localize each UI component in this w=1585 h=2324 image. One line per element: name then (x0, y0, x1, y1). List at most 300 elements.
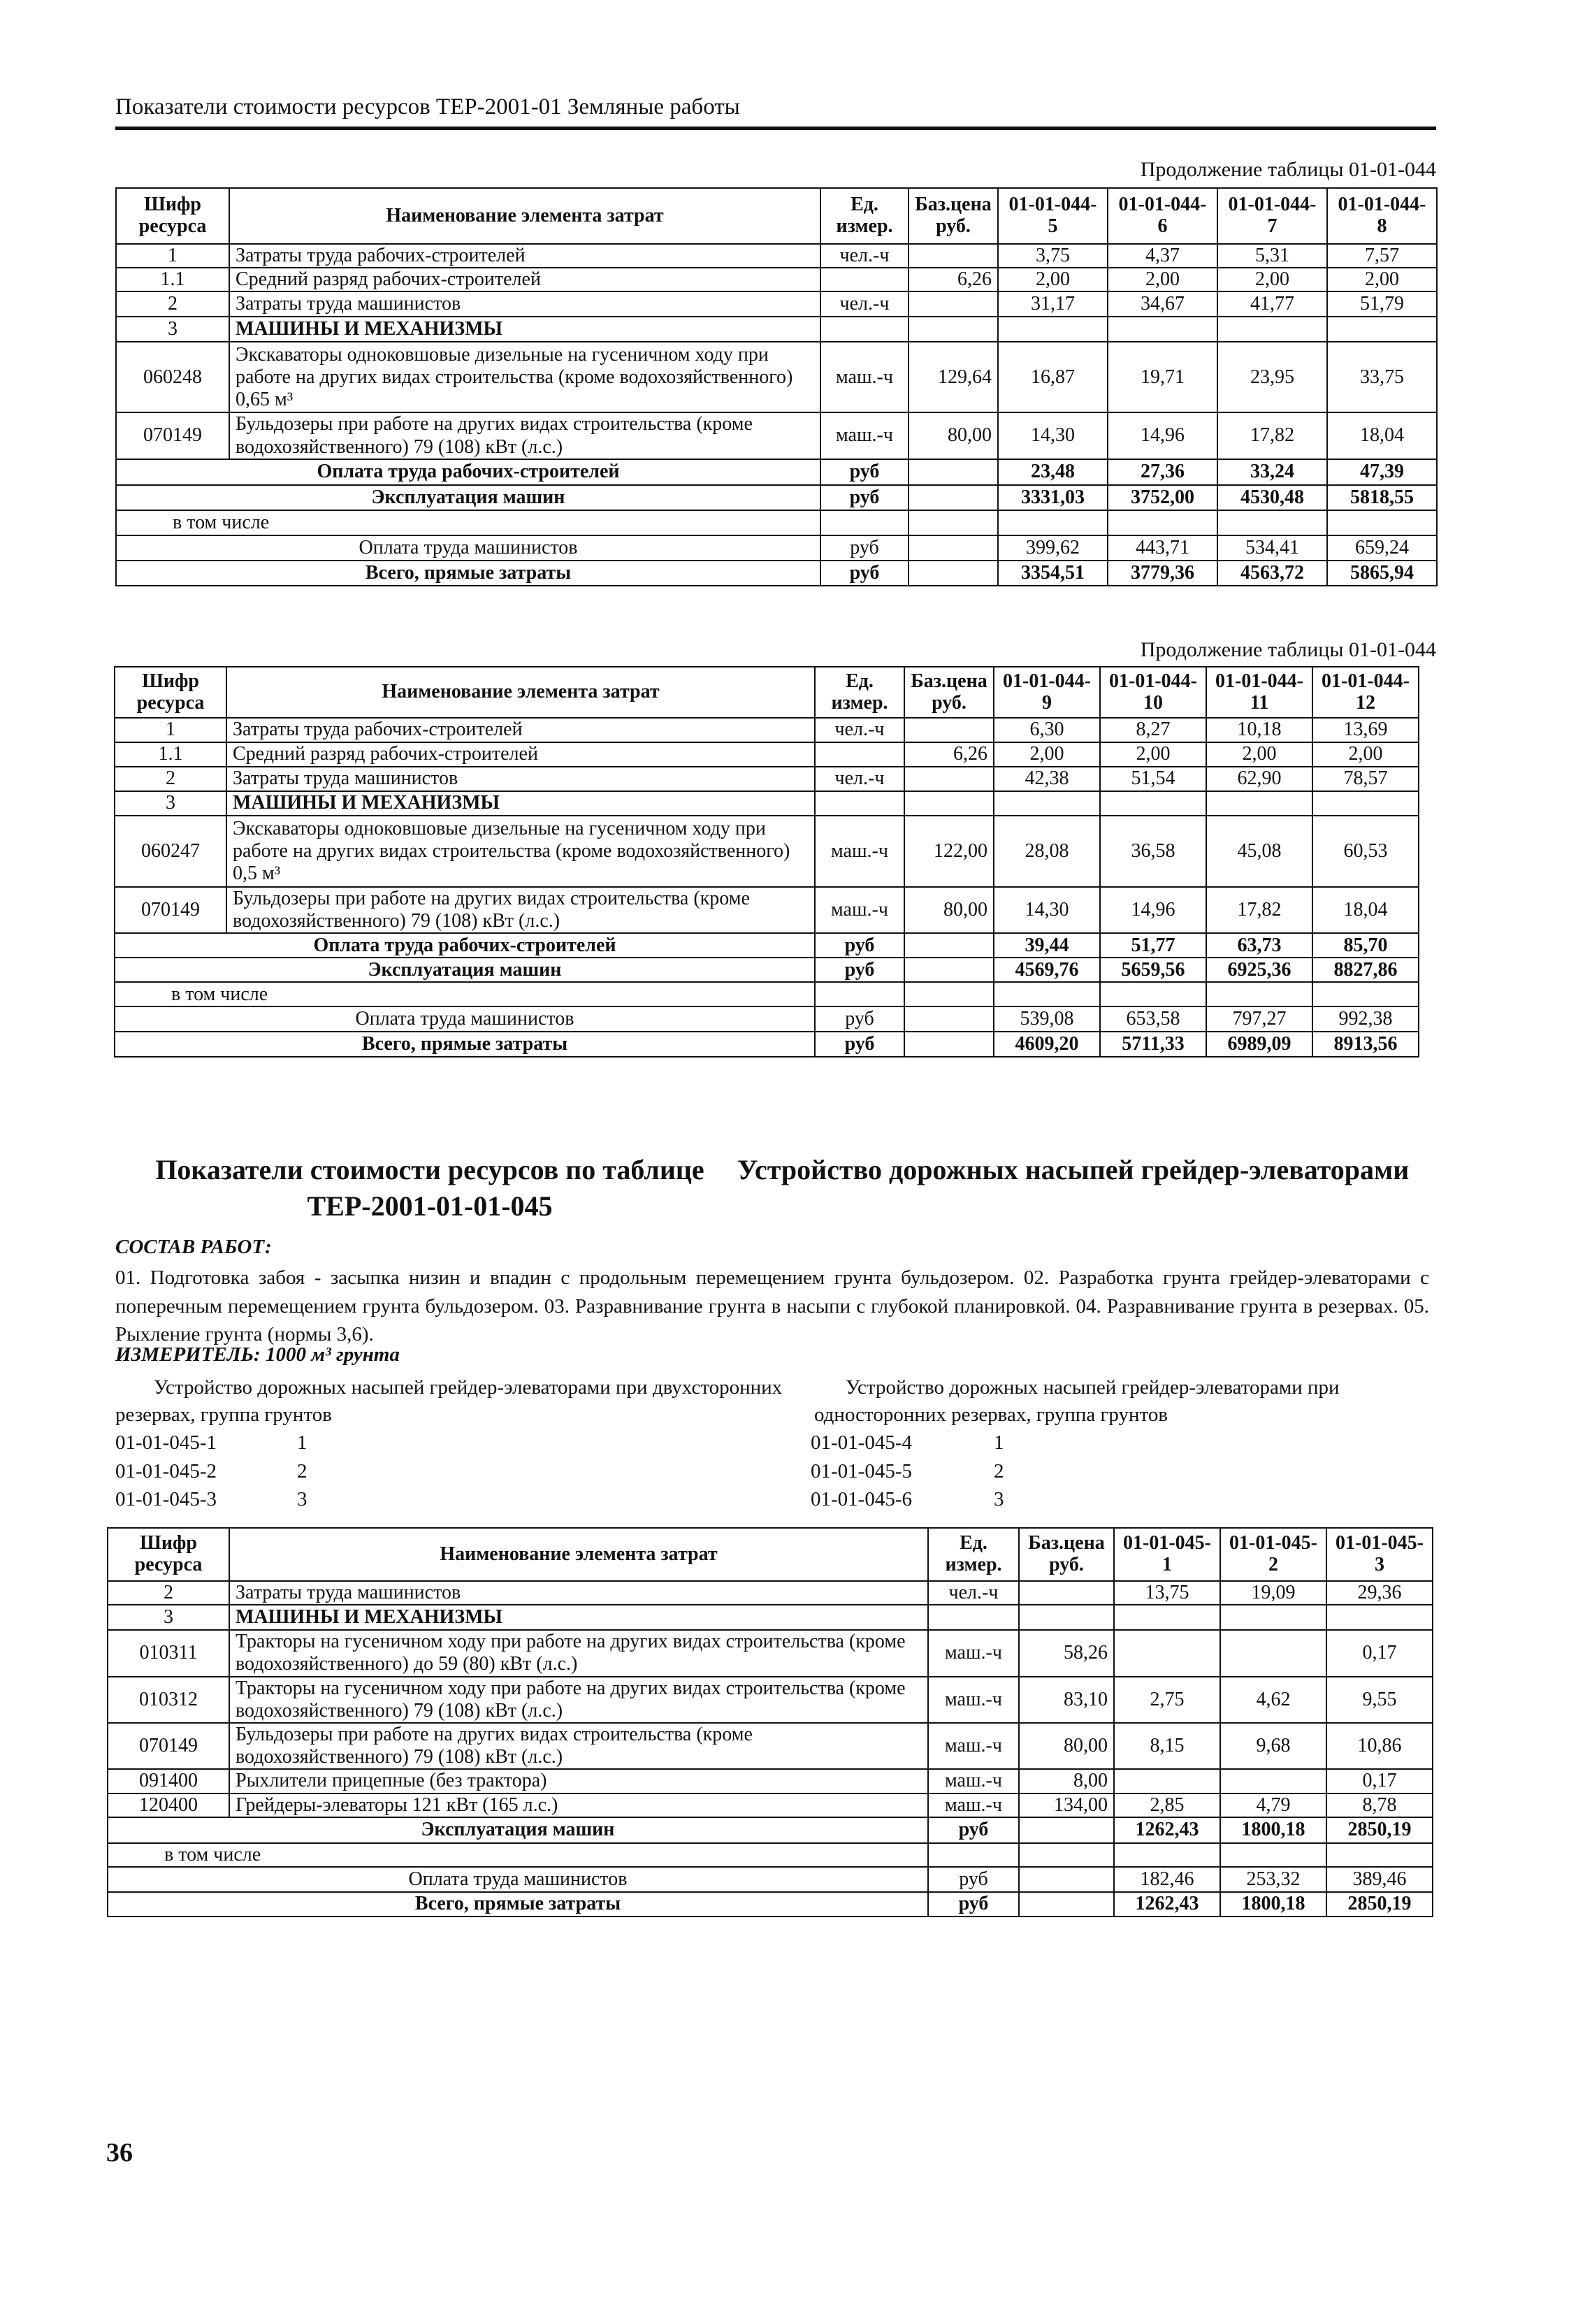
base-price-cell (904, 933, 994, 958)
table-row (108, 1630, 1433, 1676)
value-cell: 28,08 (994, 816, 1100, 887)
unit-cell: чел.-ч (815, 718, 904, 742)
cost-item-name: Затраты труда рабочих-строителей (229, 244, 820, 268)
table-row (116, 244, 1437, 268)
value-cell: 51,77 (1100, 933, 1206, 958)
base-price-cell (904, 791, 994, 816)
base-price-cell: 6,26 (909, 268, 998, 291)
right-code-item: 01-01-045-5 2 (811, 1459, 1004, 1482)
right-codes-list (811, 1429, 1004, 1514)
value-cell: 2,00 (998, 268, 1108, 291)
unit-cell: руб (928, 1867, 1019, 1892)
base-price-cell (1019, 1867, 1114, 1892)
value-cell: 47,39 (1327, 459, 1437, 485)
unit-cell: маш.-ч (928, 1630, 1019, 1676)
resource-code: 2 (116, 291, 229, 317)
value-cell: 33,24 (1217, 459, 1327, 485)
value-cell: 2,00 (1327, 268, 1437, 291)
value-cell (1114, 1630, 1220, 1676)
base-price-cell (909, 317, 998, 342)
cost-item-name: Затраты труда машинистов (229, 291, 820, 317)
value-cell: 8,27 (1100, 718, 1206, 742)
cost-item-name: Затраты труда машинистов (229, 1581, 928, 1605)
resource-code: 3 (108, 1605, 229, 1630)
table-row (108, 1605, 1433, 1630)
table-row (108, 1723, 1433, 1769)
column-header: Баз.цена руб. (904, 667, 994, 718)
unit-cell: чел.-ч (820, 291, 909, 317)
resource-code: 120400 (108, 1793, 229, 1817)
base-price-cell (1019, 1843, 1114, 1867)
base-price-cell: 80,00 (909, 412, 998, 459)
value-cell: 62,90 (1206, 767, 1312, 791)
value-cell: 2,00 (1206, 742, 1312, 767)
base-price-cell: 6,26 (904, 742, 994, 767)
base-price-cell: 122,00 (904, 816, 994, 887)
value-cell (1206, 982, 1312, 1006)
table-row (116, 317, 1437, 342)
table-row (115, 767, 1419, 791)
cost-item-name: Затраты труда рабочих-строителей (226, 718, 815, 742)
table-row (108, 1817, 1433, 1843)
cost-item-name: МАШИНЫ И МЕХАНИЗМЫ (229, 1605, 928, 1630)
value-cell (1220, 1630, 1326, 1676)
summary-label: Оплата труда машинистов (108, 1867, 928, 1892)
value-cell (1114, 1769, 1220, 1793)
works-text: 01. Подготовка забоя - засыпка низин и впадин с продольным перемещением грунта бульдозером. 02. Разработка грунта грейдер-элеваторами с поперечным перемещением грунта бульдозером. 03. Разравнивание грунта в насыпи с глубокой планировкой. 04. Разравнивание грунта в резервах. 05. Рыхление грунта (нормы 3,6). (115, 1266, 1429, 1346)
summary-label: Оплата труда машинистов (115, 1006, 815, 1032)
resource-code: 060247 (115, 816, 226, 887)
value-cell: 8913,56 (1312, 1032, 1419, 1057)
value-cell: 10,18 (1206, 718, 1312, 742)
value-cell: 539,08 (994, 1006, 1100, 1032)
table-row (116, 412, 1437, 459)
value-cell: 85,70 (1312, 933, 1419, 958)
value-cell: 33,75 (1327, 342, 1437, 412)
value-cell (1114, 1605, 1220, 1630)
value-cell: 17,82 (1217, 412, 1327, 459)
value-cell: 16,87 (998, 342, 1108, 412)
resource-code: 010312 (108, 1677, 229, 1723)
base-price-cell (1019, 1892, 1114, 1917)
base-price-cell (909, 485, 998, 510)
value-cell (1100, 982, 1206, 1006)
meter-label: ИЗМЕРИТЕЛЬ: 1000 м³ грунта (115, 1343, 400, 1366)
value-cell (994, 791, 1100, 816)
value-cell: 4,79 (1220, 1793, 1326, 1817)
base-price-cell: 134,00 (1019, 1793, 1114, 1817)
column-header: Шифр ресурса (108, 1528, 229, 1581)
value-cell: 41,77 (1217, 291, 1327, 317)
unit-cell: руб (815, 1006, 904, 1032)
unit-cell: чел.-ч (815, 767, 904, 791)
table-01-01-044-b (114, 666, 1419, 1058)
header-row (116, 188, 1437, 244)
value-cell: 36,58 (1100, 816, 1206, 887)
value-cell: 1800,18 (1220, 1817, 1326, 1843)
table-row (116, 268, 1437, 291)
value-cell (998, 510, 1108, 535)
summary-label: Оплата труда машинистов (116, 535, 820, 561)
value-cell: 2,85 (1114, 1793, 1220, 1817)
value-cell: 797,27 (1206, 1006, 1312, 1032)
value-cell: 4,62 (1220, 1677, 1326, 1723)
base-price-cell (909, 535, 998, 561)
base-price-cell (1019, 1605, 1114, 1630)
base-price-cell: 83,10 (1019, 1677, 1114, 1723)
base-price-cell (904, 982, 994, 1006)
cost-item-name: Бульдозеры при работе на других видах строительства (кроме водохозяйственного) 79 (108) кВт (л.с.) (226, 887, 815, 933)
unit-cell: маш.-ч (820, 342, 909, 412)
unit-cell: маш.-ч (928, 1769, 1019, 1793)
value-cell (1327, 317, 1437, 342)
resource-code: 1 (115, 718, 226, 742)
column-header: Баз.цена руб. (909, 188, 998, 244)
value-cell: 4563,72 (1217, 561, 1327, 586)
base-price-cell (904, 1032, 994, 1057)
table-row (115, 1006, 1419, 1032)
table-row (108, 1867, 1433, 1892)
resource-code: 1.1 (115, 742, 226, 767)
value-cell: 42,38 (994, 767, 1100, 791)
unit-cell (820, 268, 909, 291)
unit-cell: маш.-ч (928, 1677, 1019, 1723)
unit-cell (928, 1605, 1019, 1630)
column-header: Наименование элемента затрат (229, 188, 820, 244)
cost-item-name: Бульдозеры при работе на других видах строительства (кроме водохозяйственного) 79 (108) кВт (л.с.) (229, 412, 820, 459)
value-cell: 6,30 (994, 718, 1100, 742)
value-cell: 443,71 (1108, 535, 1217, 561)
value-cell: 51,54 (1100, 767, 1206, 791)
value-cell (1220, 1769, 1326, 1793)
unit-cell: маш.-ч (928, 1793, 1019, 1817)
section-title-left: Показатели стоимости ресурсов по таблице ТЕР-2001-01-01-045 (155, 1154, 704, 1222)
value-cell: 23,48 (998, 459, 1108, 485)
table-row (115, 933, 1419, 958)
value-cell: 3752,00 (1108, 485, 1217, 510)
column-header: 01-01-044-8 (1327, 188, 1437, 244)
value-cell: 2,75 (1114, 1677, 1220, 1723)
value-cell: 2,00 (1108, 268, 1217, 291)
table-row (116, 510, 1437, 535)
unit-cell: руб (815, 1032, 904, 1057)
right-caption (814, 1374, 1443, 1429)
resource-code: 010311 (108, 1630, 229, 1676)
section-title-right: Устройство дорожных насыпей грейдер-элеваторами (737, 1154, 1410, 1185)
column-header: 01-01-044-12 (1312, 667, 1419, 718)
right-caption-text: Устройство дорожных насыпей грейдер-элеваторами при односторонних резервах, группа грунтов (814, 1376, 1340, 1427)
value-cell (1326, 1843, 1433, 1867)
value-cell (1220, 1605, 1326, 1630)
base-price-cell (1019, 1581, 1114, 1605)
value-cell: 63,73 (1206, 933, 1312, 958)
resource-code: 091400 (108, 1769, 229, 1793)
value-cell: 34,67 (1108, 291, 1217, 317)
value-cell: 27,36 (1108, 459, 1217, 485)
value-cell: 6989,09 (1206, 1032, 1312, 1057)
resource-code: 2 (115, 767, 226, 791)
table-row (115, 1032, 1419, 1057)
unit-cell: руб (820, 459, 909, 485)
value-cell (1217, 317, 1327, 342)
running-header: Показатели стоимости ресурсов ТЕР-2001-01 Земляные работы (115, 94, 740, 120)
value-cell: 39,44 (994, 933, 1100, 958)
table-row (116, 459, 1437, 485)
value-cell: 182,46 (1114, 1867, 1220, 1892)
value-cell: 9,68 (1220, 1723, 1326, 1769)
value-cell: 1800,18 (1220, 1892, 1326, 1917)
unit-cell: руб (820, 535, 909, 561)
summary-label: Всего, прямые затраты (115, 1032, 815, 1057)
resource-code: 060248 (116, 342, 229, 412)
value-cell: 14,96 (1108, 412, 1217, 459)
table-row (108, 1677, 1433, 1723)
right-code-item: 01-01-045-4 1 (811, 1431, 1004, 1454)
base-price-cell (909, 291, 998, 317)
value-cell: 389,46 (1326, 1867, 1433, 1892)
summary-label: Оплата труда рабочих-строителей (116, 459, 820, 485)
value-cell: 17,82 (1206, 887, 1312, 933)
base-price-cell: 129,64 (909, 342, 998, 412)
left-caption-text: Устройство дорожных насыпей грейдер-элеваторами при двухсторонних резервах, группа грунтов (115, 1376, 783, 1427)
table-row (116, 291, 1437, 317)
table-row (108, 1843, 1433, 1867)
unit-cell (815, 791, 904, 816)
base-price-cell (909, 244, 998, 268)
column-header: 01-01-044-9 (994, 667, 1100, 718)
table-row (115, 718, 1419, 742)
value-cell: 2,00 (1217, 268, 1327, 291)
page-number: 36 (106, 2138, 133, 2167)
cost-item-name: Затраты труда машинистов (226, 767, 815, 791)
column-header: Шифр ресурса (116, 188, 229, 244)
value-cell: 7,57 (1327, 244, 1437, 268)
unit-cell (815, 982, 904, 1006)
base-price-cell (904, 767, 994, 791)
works-label: СОСТАВ РАБОТ: (115, 1236, 272, 1258)
resource-code: 1 (116, 244, 229, 268)
header-row (115, 667, 1419, 718)
cost-item-name: Экскаваторы одноковшовые дизельные на гусеничном ходу при работе на других видах строительства (кроме водохозяйственного) 0,5 м³ (226, 816, 815, 887)
value-cell (1100, 791, 1206, 816)
value-cell: 2,00 (1312, 742, 1419, 767)
cost-item-name: Тракторы на гусеничном ходу при работе на других видах строительства (кроме водохозяйственного) 79 (108) кВт (л.с.) (229, 1677, 928, 1723)
cost-item-name: Бульдозеры при работе на других видах строительства (кроме водохозяйственного) 79 (108) кВт (л.с.) (229, 1723, 928, 1769)
header-row (108, 1528, 1433, 1581)
value-cell: 45,08 (1206, 816, 1312, 887)
left-code-item: 01-01-045-1 1 (115, 1431, 307, 1454)
value-cell (994, 982, 1100, 1006)
resource-code: 3 (116, 317, 229, 342)
value-cell: 31,17 (998, 291, 1108, 317)
value-cell: 4530,48 (1217, 485, 1327, 510)
table-01-01-045 (107, 1527, 1433, 1917)
value-cell: 1262,43 (1114, 1892, 1220, 1917)
column-header: Ед. измер. (815, 667, 904, 718)
base-price-cell: 58,26 (1019, 1630, 1114, 1676)
value-cell: 2,00 (994, 742, 1100, 767)
table-row (116, 561, 1437, 586)
value-cell: 653,58 (1100, 1006, 1206, 1032)
value-cell: 3354,51 (998, 561, 1108, 586)
value-cell: 992,38 (1312, 1006, 1419, 1032)
value-cell: 5659,56 (1100, 958, 1206, 982)
base-price-cell: 80,00 (1019, 1723, 1114, 1769)
value-cell: 4609,20 (994, 1032, 1100, 1057)
value-cell: 13,75 (1114, 1581, 1220, 1605)
summary-label: Эксплуатация машин (116, 485, 820, 510)
value-cell: 0,17 (1326, 1769, 1433, 1793)
value-cell (1220, 1843, 1326, 1867)
value-cell (1217, 510, 1327, 535)
resource-code: 070149 (108, 1723, 229, 1769)
value-cell (1114, 1843, 1220, 1867)
unit-cell: руб (820, 485, 909, 510)
value-cell: 2,00 (1100, 742, 1206, 767)
unit-cell: маш.-ч (815, 887, 904, 933)
value-cell: 51,79 (1327, 291, 1437, 317)
base-price-cell (1019, 1817, 1114, 1843)
unit-cell (820, 510, 909, 535)
unit-cell: руб (820, 561, 909, 586)
column-header: Ед. измер. (820, 188, 909, 244)
value-cell: 8,78 (1326, 1793, 1433, 1817)
value-cell: 4569,76 (994, 958, 1100, 982)
value-cell: 18,04 (1312, 887, 1419, 933)
unit-cell: руб (815, 933, 904, 958)
table1-continuation: Продолжение таблицы 01-01-044 (1140, 158, 1436, 181)
column-header: 01-01-044-5 (998, 188, 1108, 244)
value-cell: 659,24 (1327, 535, 1437, 561)
table-row (116, 535, 1437, 561)
value-cell: 2850,19 (1326, 1817, 1433, 1843)
value-cell: 2850,19 (1326, 1892, 1433, 1917)
value-cell (1326, 1605, 1433, 1630)
table2-continuation: Продолжение таблицы 01-01-044 (1140, 638, 1436, 661)
column-header: Наименование элемента затрат (226, 667, 815, 718)
value-cell: 4,37 (1108, 244, 1217, 268)
table-row (115, 982, 1419, 1006)
unit-cell (820, 317, 909, 342)
unit-cell (815, 742, 904, 767)
cost-item-name: Грейдеры-элеваторы 121 кВт (165 л.с.) (229, 1793, 928, 1817)
resource-code: 3 (115, 791, 226, 816)
base-price-cell: 80,00 (904, 887, 994, 933)
table-row (115, 958, 1419, 982)
value-cell (1108, 317, 1217, 342)
value-cell: 6925,36 (1206, 958, 1312, 982)
value-cell: 399,62 (998, 535, 1108, 561)
base-price-cell: 8,00 (1019, 1769, 1114, 1793)
value-cell: 13,69 (1312, 718, 1419, 742)
table-row (116, 485, 1437, 510)
column-header: 01-01-044-7 (1217, 188, 1327, 244)
summary-label: в том числе (108, 1843, 928, 1867)
resource-code: 070149 (115, 887, 226, 933)
value-cell: 23,95 (1217, 342, 1327, 412)
base-price-cell (904, 718, 994, 742)
value-cell: 78,57 (1312, 767, 1419, 791)
summary-label: в том числе (115, 982, 815, 1006)
cost-item-name: Средний разряд рабочих-строителей (229, 268, 820, 291)
value-cell (1108, 510, 1217, 535)
cost-item-name: Рыхлители прицепные (без трактора) (229, 1769, 928, 1793)
left-code-item: 01-01-045-3 3 (115, 1488, 307, 1511)
table-row (115, 742, 1419, 767)
value-cell: 3331,03 (998, 485, 1108, 510)
unit-cell: чел.-ч (820, 244, 909, 268)
table-row (116, 342, 1437, 412)
value-cell (998, 317, 1108, 342)
value-cell: 9,55 (1326, 1677, 1433, 1723)
summary-label: Всего, прямые затраты (108, 1892, 928, 1917)
table-01-01-044-a (115, 187, 1438, 586)
value-cell: 10,86 (1326, 1723, 1433, 1769)
value-cell (1327, 510, 1437, 535)
value-cell: 19,71 (1108, 342, 1217, 412)
cost-item-name: Тракторы на гусеничном ходу при работе на других видах строительства (кроме водохозяйственного) до 59 (80) кВт (л.с.) (229, 1630, 928, 1676)
left-codes-list (115, 1429, 307, 1514)
column-header: 01-01-045-3 (1326, 1528, 1433, 1581)
value-cell: 14,30 (998, 412, 1108, 459)
value-cell: 534,41 (1217, 535, 1327, 561)
value-cell (1312, 982, 1419, 1006)
column-header: Наименование элемента затрат (229, 1528, 928, 1581)
base-price-cell (904, 1006, 994, 1032)
summary-label: Эксплуатация машин (108, 1817, 928, 1843)
base-price-cell (909, 459, 998, 485)
table-row (115, 791, 1419, 816)
column-header: 01-01-045-2 (1220, 1528, 1326, 1581)
cost-item-name: Средний разряд рабочих-строителей (226, 742, 815, 767)
value-cell: 60,53 (1312, 816, 1419, 887)
left-code-item: 01-01-045-2 2 (115, 1459, 307, 1482)
cost-item-name: МАШИНЫ И МЕХАНИЗМЫ (226, 791, 815, 816)
value-cell (1206, 791, 1312, 816)
value-cell: 18,04 (1327, 412, 1437, 459)
table-row (108, 1581, 1433, 1605)
column-header: 01-01-044-10 (1100, 667, 1206, 718)
right-code-item: 01-01-045-6 3 (811, 1488, 1004, 1511)
column-header: Баз.цена руб. (1019, 1528, 1114, 1581)
base-price-cell (909, 561, 998, 586)
value-cell: 5711,33 (1100, 1032, 1206, 1057)
summary-label: Всего, прямые затраты (116, 561, 820, 586)
summary-label: Эксплуатация машин (115, 958, 815, 982)
cost-item-name: МАШИНЫ И МЕХАНИЗМЫ (229, 317, 820, 342)
table-row (108, 1769, 1433, 1793)
value-cell: 8827,86 (1312, 958, 1419, 982)
column-header: 01-01-044-6 (1108, 188, 1217, 244)
value-cell: 5865,94 (1327, 561, 1437, 586)
value-cell: 0,17 (1326, 1630, 1433, 1676)
summary-label: в том числе (116, 510, 820, 535)
unit-cell: руб (928, 1892, 1019, 1917)
cost-item-name: Экскаваторы одноковшовые дизельные на гусеничном ходу при работе на других видах строительства (кроме водохозяйственного) 0,65 м³ (229, 342, 820, 412)
resource-code: 1.1 (116, 268, 229, 291)
base-price-cell (909, 510, 998, 535)
value-cell: 14,96 (1100, 887, 1206, 933)
resource-code: 070149 (116, 412, 229, 459)
column-header: Ед. измер. (928, 1528, 1019, 1581)
resource-code: 2 (108, 1581, 229, 1605)
value-cell: 3,75 (998, 244, 1108, 268)
unit-cell: чел.-ч (928, 1581, 1019, 1605)
header-rule (115, 127, 1436, 130)
table-row (115, 816, 1419, 887)
value-cell (1312, 791, 1419, 816)
unit-cell: маш.-ч (815, 816, 904, 887)
